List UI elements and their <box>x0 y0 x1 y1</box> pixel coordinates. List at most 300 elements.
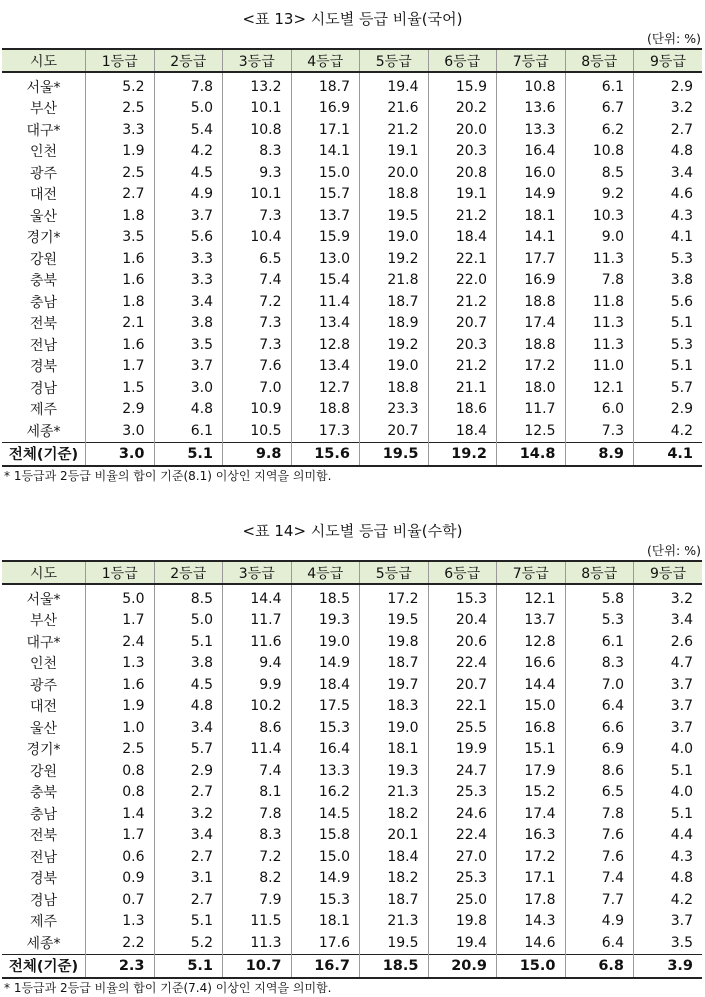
grade-value-cell: 11.3 <box>565 313 634 335</box>
column-header-grade: 8등급 <box>565 49 634 72</box>
table-row <box>2 846 702 868</box>
grade-value-cell: 7.9 <box>223 889 292 911</box>
grade-value-cell: 3.2 <box>634 584 703 610</box>
total-label-cell: 전체(기준) <box>2 442 86 466</box>
grade-value-cell: 21.3 <box>360 782 429 804</box>
table-row <box>2 227 702 249</box>
grade-value-cell: 1.6 <box>86 248 155 270</box>
grade-value-cell: 16.4 <box>291 739 360 761</box>
grade-value-cell: 21.2 <box>428 356 497 378</box>
grade-value-cell: 11.7 <box>497 399 566 421</box>
grade-value-cell: 3.7 <box>154 356 223 378</box>
grade-value-cell: 27.0 <box>428 846 497 868</box>
table-row <box>2 782 702 804</box>
table-row <box>2 184 702 206</box>
total-row <box>2 442 702 466</box>
grade-value-cell: 0.8 <box>86 760 155 782</box>
grade-value-cell: 2.9 <box>154 760 223 782</box>
region-cell: 경기* <box>26 742 61 759</box>
region-cell: 충북 <box>29 785 58 802</box>
column-header-grade: 5등급 <box>360 561 429 584</box>
grade-value-cell: 1.9 <box>86 141 155 163</box>
grade-value-cell: 3.2 <box>634 98 703 120</box>
column-header-region: 시도 <box>2 561 86 584</box>
grade-value-cell: 13.3 <box>291 760 360 782</box>
grade-value-cell: 17.2 <box>497 846 566 868</box>
grade-value-cell: 18.8 <box>360 377 429 399</box>
grade-value-cell: 15.0 <box>497 696 566 718</box>
grade-value-cell: 18.1 <box>291 911 360 933</box>
grade-value-cell: 14.5 <box>291 803 360 825</box>
grade-value-cell: 13.6 <box>497 98 566 120</box>
grade-value-cell: 2.7 <box>86 184 155 206</box>
grade-value-cell: 5.1 <box>154 631 223 653</box>
grade-value-cell: 14.9 <box>497 184 566 206</box>
grade-value-cell: 7.6 <box>223 356 292 378</box>
region-cell: 경남 <box>29 892 58 909</box>
grade-value-cell: 10.8 <box>497 72 566 98</box>
column-header-grade: 7등급 <box>497 561 566 584</box>
total-row <box>2 954 702 978</box>
grade-value-cell: 8.2 <box>223 868 292 890</box>
total-value-cell: 2.3 <box>86 954 155 978</box>
grade-value-cell: 15.8 <box>291 825 360 847</box>
grade-value-cell: 4.8 <box>634 868 703 890</box>
grade-value-cell: 13.7 <box>291 205 360 227</box>
table-row <box>2 141 702 163</box>
grade-value-cell: 18.7 <box>360 653 429 675</box>
grade-value-cell: 9.4 <box>223 653 292 675</box>
grade-value-cell: 5.1 <box>634 760 703 782</box>
grade-table-korean <box>2 48 702 467</box>
grade-value-cell: 3.8 <box>634 270 703 292</box>
grade-value-cell: 1.7 <box>86 356 155 378</box>
grade-value-cell: 22.4 <box>428 825 497 847</box>
grade-value-cell: 12.1 <box>565 377 634 399</box>
grade-value-cell: 0.9 <box>86 868 155 890</box>
grade-value-cell: 4.9 <box>154 184 223 206</box>
grade-value-cell: 3.5 <box>154 334 223 356</box>
region-cell: 제주 <box>29 914 58 931</box>
total-value-cell: 16.7 <box>291 954 360 978</box>
region-cell: 부산 <box>29 101 58 118</box>
grade-value-cell: 19.8 <box>360 631 429 653</box>
grade-value-cell: 15.2 <box>497 782 566 804</box>
grade-value-cell: 5.3 <box>565 610 634 632</box>
total-value-cell: 4.1 <box>634 442 703 466</box>
table-13-section <box>0 8 705 485</box>
grade-value-cell: 3.7 <box>634 717 703 739</box>
grade-value-cell: 2.7 <box>154 782 223 804</box>
grade-value-cell: 19.5 <box>360 932 429 954</box>
grade-value-cell: 17.6 <box>291 932 360 954</box>
grade-value-cell: 10.1 <box>223 184 292 206</box>
grade-value-cell: 21.2 <box>428 291 497 313</box>
region-cell: 대구* <box>26 122 61 139</box>
table-row <box>2 653 702 675</box>
grade-value-cell: 19.0 <box>360 717 429 739</box>
region-cell: 경북 <box>29 871 58 888</box>
grade-value-cell: 5.0 <box>154 98 223 120</box>
grade-value-cell: 8.3 <box>223 141 292 163</box>
grade-value-cell: 5.2 <box>154 932 223 954</box>
region-cell: 광주 <box>29 677 58 694</box>
total-value-cell: 10.7 <box>223 954 292 978</box>
grade-value-cell: 20.7 <box>428 313 497 335</box>
grade-value-cell: 6.5 <box>565 782 634 804</box>
column-header-grade: 6등급 <box>428 49 497 72</box>
grade-value-cell: 7.4 <box>565 868 634 890</box>
grade-value-cell: 11.6 <box>223 631 292 653</box>
grade-value-cell: 3.3 <box>154 248 223 270</box>
column-header-grade: 8등급 <box>565 561 634 584</box>
grade-value-cell: 12.5 <box>497 420 566 442</box>
table-title: <표 13> 시도별 등급 비율(국어) <box>242 10 463 28</box>
grade-value-cell: 6.4 <box>565 932 634 954</box>
table-title: <표 14> 시도별 등급 비율(수학) <box>242 522 463 540</box>
region-cell: 광주 <box>29 165 58 182</box>
grade-value-cell: 13.2 <box>223 72 292 98</box>
grade-value-cell: 18.1 <box>360 739 429 761</box>
grade-value-cell: 3.8 <box>154 653 223 675</box>
table-row <box>2 717 702 739</box>
grade-value-cell: 3.7 <box>154 205 223 227</box>
grade-value-cell: 5.1 <box>154 911 223 933</box>
grade-value-cell: 15.7 <box>291 184 360 206</box>
grade-value-cell: 22.0 <box>428 270 497 292</box>
grade-value-cell: 2.9 <box>634 72 703 98</box>
grade-value-cell: 18.3 <box>360 696 429 718</box>
grade-value-cell: 20.7 <box>428 674 497 696</box>
grade-value-cell: 18.4 <box>428 227 497 249</box>
grade-value-cell: 4.4 <box>634 825 703 847</box>
grade-value-cell: 14.9 <box>291 868 360 890</box>
grade-value-cell: 3.7 <box>634 674 703 696</box>
region-cell: 충남 <box>29 294 58 311</box>
grade-value-cell: 3.7 <box>634 911 703 933</box>
column-header-grade: 6등급 <box>428 561 497 584</box>
grade-value-cell: 1.6 <box>86 674 155 696</box>
grade-value-cell: 1.8 <box>86 205 155 227</box>
grade-value-cell: 2.7 <box>154 846 223 868</box>
grade-value-cell: 4.2 <box>634 889 703 911</box>
total-value-cell: 6.8 <box>565 954 634 978</box>
column-header-grade: 7등급 <box>497 49 566 72</box>
grade-value-cell: 20.2 <box>428 98 497 120</box>
grade-value-cell: 11.8 <box>565 291 634 313</box>
grade-value-cell: 18.9 <box>360 313 429 335</box>
grade-value-cell: 19.4 <box>428 932 497 954</box>
grade-value-cell: 4.0 <box>634 782 703 804</box>
grade-value-cell: 10.9 <box>223 399 292 421</box>
grade-value-cell: 22.1 <box>428 248 497 270</box>
footnote: * 1등급과 2등급 비율의 합이 기준(8.1) 이상인 지역을 의미함. <box>4 468 332 483</box>
grade-value-cell: 17.9 <box>497 760 566 782</box>
table-row <box>2 377 702 399</box>
grade-value-cell: 18.2 <box>360 803 429 825</box>
table-row <box>2 98 702 120</box>
table-row <box>2 291 702 313</box>
region-cell: 강원 <box>29 251 58 268</box>
grade-value-cell: 24.6 <box>428 803 497 825</box>
column-header-grade: 9등급 <box>634 561 703 584</box>
column-header-grade: 9등급 <box>634 49 703 72</box>
grade-value-cell: 11.0 <box>565 356 634 378</box>
grade-value-cell: 15.3 <box>291 889 360 911</box>
grade-value-cell: 19.7 <box>360 674 429 696</box>
grade-value-cell: 3.5 <box>86 227 155 249</box>
grade-value-cell: 15.1 <box>497 739 566 761</box>
grade-value-cell: 8.6 <box>565 760 634 782</box>
region-cell: 대전 <box>29 699 58 716</box>
grade-value-cell: 1.3 <box>86 653 155 675</box>
grade-value-cell: 15.0 <box>291 846 360 868</box>
grade-value-cell: 17.4 <box>497 803 566 825</box>
region-cell: 경기* <box>26 230 61 247</box>
grade-value-cell: 20.1 <box>360 825 429 847</box>
grade-value-cell: 8.3 <box>565 653 634 675</box>
grade-value-cell: 3.7 <box>634 696 703 718</box>
grade-value-cell: 23.3 <box>360 399 429 421</box>
grade-value-cell: 19.0 <box>360 356 429 378</box>
footnote: * 1등급과 2등급 비율의 합이 기준(7.4) 이상인 지역을 의미함. <box>4 980 332 995</box>
grade-table-math <box>2 560 702 979</box>
grade-value-cell: 5.0 <box>86 584 155 610</box>
region-cell: 충남 <box>29 806 58 823</box>
grade-value-cell: 4.9 <box>565 911 634 933</box>
grade-value-cell: 18.0 <box>497 377 566 399</box>
grade-value-cell: 17.1 <box>291 119 360 141</box>
total-value-cell: 5.1 <box>154 442 223 466</box>
grade-value-cell: 17.2 <box>497 356 566 378</box>
grade-value-cell: 13.3 <box>497 119 566 141</box>
grade-value-cell: 7.0 <box>565 674 634 696</box>
grade-value-cell: 7.2 <box>223 291 292 313</box>
grade-value-cell: 13.7 <box>497 610 566 632</box>
header-row <box>2 49 702 72</box>
grade-value-cell: 2.6 <box>634 631 703 653</box>
grade-value-cell: 8.6 <box>223 717 292 739</box>
grade-value-cell: 3.1 <box>154 868 223 890</box>
region-cell: 제주 <box>29 402 58 419</box>
grade-value-cell: 16.8 <box>497 717 566 739</box>
grade-value-cell: 0.8 <box>86 782 155 804</box>
grade-value-cell: 9.2 <box>565 184 634 206</box>
grade-value-cell: 20.0 <box>360 162 429 184</box>
column-header-grade: 3등급 <box>223 49 292 72</box>
grade-value-cell: 12.7 <box>291 377 360 399</box>
grade-value-cell: 5.3 <box>634 248 703 270</box>
grade-value-cell: 24.7 <box>428 760 497 782</box>
region-cell: 서울* <box>26 591 61 608</box>
total-value-cell: 19.2 <box>428 442 497 466</box>
grade-value-cell: 25.3 <box>428 782 497 804</box>
grade-value-cell: 20.7 <box>360 420 429 442</box>
grade-value-cell: 6.2 <box>565 119 634 141</box>
grade-value-cell: 18.4 <box>360 846 429 868</box>
grade-value-cell: 18.2 <box>360 868 429 890</box>
grade-value-cell: 3.5 <box>634 932 703 954</box>
grade-value-cell: 4.3 <box>634 205 703 227</box>
grade-value-cell: 4.8 <box>154 399 223 421</box>
grade-value-cell: 12.1 <box>497 584 566 610</box>
region-cell: 전북 <box>29 828 58 845</box>
grade-value-cell: 17.4 <box>497 313 566 335</box>
region-cell: 전남 <box>29 849 58 866</box>
grade-value-cell: 19.3 <box>291 610 360 632</box>
grade-value-cell: 17.8 <box>497 889 566 911</box>
grade-value-cell: 21.8 <box>360 270 429 292</box>
grade-value-cell: 8.5 <box>154 584 223 610</box>
grade-value-cell: 8.5 <box>565 162 634 184</box>
grade-value-cell: 20.4 <box>428 610 497 632</box>
grade-value-cell: 16.9 <box>291 98 360 120</box>
table-row <box>2 739 702 761</box>
grade-value-cell: 7.3 <box>565 420 634 442</box>
grade-value-cell: 6.6 <box>565 717 634 739</box>
table-row <box>2 248 702 270</box>
total-value-cell: 18.5 <box>360 954 429 978</box>
grade-value-cell: 3.3 <box>154 270 223 292</box>
grade-value-cell: 6.4 <box>565 696 634 718</box>
grade-value-cell: 5.3 <box>634 334 703 356</box>
grade-value-cell: 7.4 <box>223 270 292 292</box>
grade-value-cell: 2.9 <box>86 399 155 421</box>
grade-value-cell: 1.8 <box>86 291 155 313</box>
grade-value-cell: 11.7 <box>223 610 292 632</box>
grade-value-cell: 18.5 <box>291 584 360 610</box>
grade-value-cell: 14.9 <box>291 653 360 675</box>
grade-value-cell: 22.4 <box>428 653 497 675</box>
grade-value-cell: 17.3 <box>291 420 360 442</box>
column-header-grade: 2등급 <box>154 49 223 72</box>
grade-value-cell: 25.3 <box>428 868 497 890</box>
column-header-region: 시도 <box>2 49 86 72</box>
grade-value-cell: 12.8 <box>497 631 566 653</box>
table-row <box>2 889 702 911</box>
grade-value-cell: 7.6 <box>565 825 634 847</box>
grade-value-cell: 20.0 <box>428 119 497 141</box>
grade-value-cell: 7.3 <box>223 313 292 335</box>
grade-value-cell: 4.5 <box>154 162 223 184</box>
region-cell: 경북 <box>29 359 58 376</box>
total-value-cell: 3.0 <box>86 442 155 466</box>
grade-value-cell: 4.1 <box>634 227 703 249</box>
table-row <box>2 356 702 378</box>
grade-value-cell: 8.1 <box>223 782 292 804</box>
grade-value-cell: 16.3 <box>497 825 566 847</box>
grade-value-cell: 2.7 <box>634 119 703 141</box>
grade-value-cell: 11.5 <box>223 911 292 933</box>
grade-value-cell: 5.8 <box>565 584 634 610</box>
grade-value-cell: 16.6 <box>497 653 566 675</box>
grade-value-cell: 9.0 <box>565 227 634 249</box>
table-row <box>2 932 702 954</box>
grade-value-cell: 15.0 <box>291 162 360 184</box>
grade-value-cell: 4.8 <box>634 141 703 163</box>
region-cell: 서울* <box>26 79 61 96</box>
grade-value-cell: 16.2 <box>291 782 360 804</box>
grade-value-cell: 7.8 <box>223 803 292 825</box>
column-header-grade: 4등급 <box>291 561 360 584</box>
grade-value-cell: 4.6 <box>634 184 703 206</box>
grade-value-cell: 14.4 <box>497 674 566 696</box>
grade-value-cell: 3.3 <box>86 119 155 141</box>
region-cell: 강원 <box>29 763 58 780</box>
grade-value-cell: 17.1 <box>497 868 566 890</box>
region-cell: 세종* <box>26 423 61 440</box>
grade-value-cell: 19.5 <box>360 205 429 227</box>
grade-value-cell: 15.4 <box>291 270 360 292</box>
grade-value-cell: 18.6 <box>428 399 497 421</box>
total-value-cell: 19.5 <box>360 442 429 466</box>
grade-value-cell: 5.4 <box>154 119 223 141</box>
total-value-cell: 3.9 <box>634 954 703 978</box>
grade-value-cell: 7.8 <box>565 270 634 292</box>
column-header-grade: 4등급 <box>291 49 360 72</box>
grade-value-cell: 3.8 <box>154 313 223 335</box>
grade-value-cell: 7.3 <box>223 334 292 356</box>
table-row <box>2 72 702 98</box>
grade-value-cell: 7.8 <box>154 72 223 98</box>
grade-value-cell: 19.8 <box>428 911 497 933</box>
table-row <box>2 803 702 825</box>
grade-value-cell: 10.8 <box>565 141 634 163</box>
grade-value-cell: 10.5 <box>223 420 292 442</box>
grade-value-cell: 3.4 <box>154 825 223 847</box>
grade-value-cell: 19.0 <box>291 631 360 653</box>
grade-value-cell: 16.4 <box>497 141 566 163</box>
table-row <box>2 696 702 718</box>
table-row <box>2 420 702 442</box>
total-value-cell: 14.8 <box>497 442 566 466</box>
total-value-cell: 20.9 <box>428 954 497 978</box>
table-row <box>2 911 702 933</box>
grade-value-cell: 20.3 <box>428 141 497 163</box>
grade-value-cell: 2.9 <box>634 399 703 421</box>
grade-value-cell: 5.6 <box>154 227 223 249</box>
table-row <box>2 674 702 696</box>
grade-value-cell: 7.3 <box>223 205 292 227</box>
grade-value-cell: 17.2 <box>360 584 429 610</box>
grade-value-cell: 1.3 <box>86 911 155 933</box>
grade-value-cell: 18.8 <box>497 334 566 356</box>
grade-value-cell: 5.1 <box>634 803 703 825</box>
grade-value-cell: 2.1 <box>86 313 155 335</box>
grade-value-cell: 19.2 <box>360 248 429 270</box>
grade-value-cell: 0.7 <box>86 889 155 911</box>
grade-value-cell: 3.2 <box>154 803 223 825</box>
region-cell: 경남 <box>29 380 58 397</box>
region-cell: 충북 <box>29 273 58 290</box>
table-row <box>2 610 702 632</box>
grade-value-cell: 1.7 <box>86 825 155 847</box>
grade-value-cell: 17.5 <box>291 696 360 718</box>
table-row <box>2 334 702 356</box>
grade-value-cell: 16.9 <box>497 270 566 292</box>
grade-value-cell: 10.2 <box>223 696 292 718</box>
grade-value-cell: 1.9 <box>86 696 155 718</box>
table-row <box>2 119 702 141</box>
grade-value-cell: 18.1 <box>497 205 566 227</box>
grade-value-cell: 20.3 <box>428 334 497 356</box>
table-row <box>2 868 702 890</box>
table-row <box>2 399 702 421</box>
grade-value-cell: 3.4 <box>634 610 703 632</box>
grade-value-cell: 5.7 <box>634 377 703 399</box>
grade-value-cell: 7.4 <box>223 760 292 782</box>
grade-value-cell: 14.4 <box>223 584 292 610</box>
